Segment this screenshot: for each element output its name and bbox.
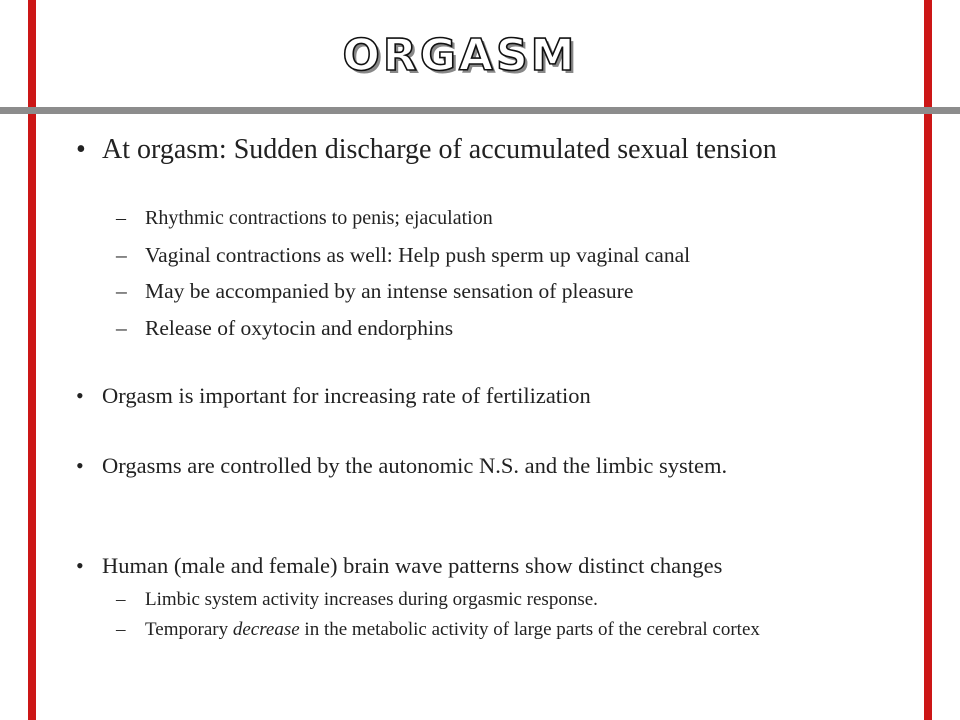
dash-icon: –: [116, 316, 127, 340]
dash-icon: –: [116, 589, 126, 610]
sub-bullet-text: Temporary decrease in the metabolic activity of large parts of the cerebral cortex: [145, 619, 760, 640]
bullet-dot-icon: •: [76, 453, 84, 478]
dash-icon: –: [116, 207, 126, 229]
dash-icon: –: [116, 243, 127, 267]
dash-icon: –: [116, 619, 126, 640]
emphasis-decrease: decrease: [232, 619, 300, 640]
dash-icon: –: [116, 279, 127, 303]
sub-bullet-text: Rhythmic contractions to penis; ejaculation: [145, 207, 493, 229]
bullet-text: Orgasm is important for increasing rate of fertilization: [102, 383, 591, 408]
sub-bullet-text: May be accompanied by an intense sensation of pleasure: [145, 279, 634, 303]
bullet-dot-icon: •: [76, 383, 84, 408]
bullet-dot-icon: •: [76, 134, 86, 165]
bullet-text: At orgasm: Sudden discharge of accumulated sexual tension: [102, 134, 777, 165]
sub-bullet-text: Limbic system activity increases during orgasmic response.: [145, 589, 598, 610]
sub-bullet-text: Vaginal contractions as well: Help push sperm up vaginal canal: [145, 243, 691, 267]
bullet-text: Human (male and female) brain wave patterns show distinct changes: [102, 553, 723, 578]
bullet-dot-icon: •: [76, 553, 84, 578]
sub-bullet-text: Release of oxytocin and endorphins: [145, 316, 454, 340]
bullet-text: Orgasms are controlled by the autonomic N.S. and the limbic system.: [102, 453, 728, 478]
slide-title: ORGASM: [342, 30, 578, 81]
